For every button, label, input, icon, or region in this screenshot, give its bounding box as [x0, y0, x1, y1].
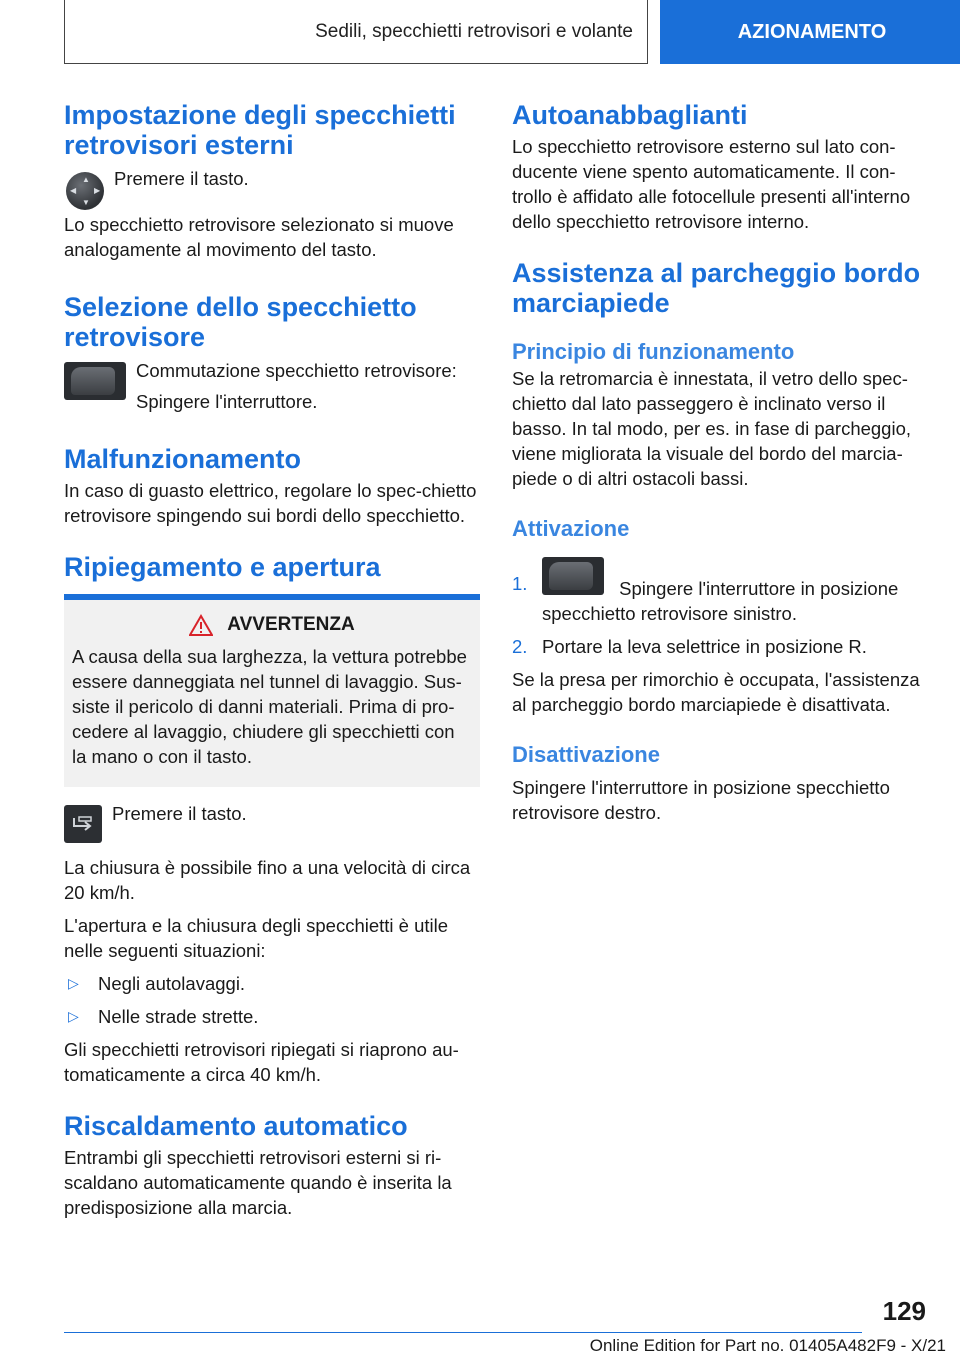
bullet-triangle-icon: ▷: [68, 1008, 79, 1024]
heading-mirror-select: Selezione dello specchietto retrovisore: [64, 292, 417, 352]
deactivation-text: Spingere l'interruttore in posizione specchietto retrovisore destro.: [512, 777, 890, 823]
fold-situations-list: [64, 971, 480, 1029]
subheading-activation: Attivazione: [512, 516, 630, 541]
fold-usage-text: L'apertura e la chiusura degli specchietti è utile nelle seguenti situazioni:: [64, 915, 449, 961]
step-number: 1.: [512, 573, 528, 594]
header-section-title: [64, 0, 648, 64]
warning-text: A causa della sua larghezza, la vettura potrebbe essere danneggiata nel tunnel di lavaggio. Sus-siste il pericolo di danni materiali. Prima di pro-cedere al lavaggio, chiudere gli specchietti con la mano o con il tasto.: [72, 646, 467, 767]
mirror-joystick-button-icon: ▲ ▼ ◀ ▶: [64, 170, 104, 210]
principle-text: Se la retromarcia è innestata, il vetro dello spec-chietto dal lato passeggero è inclinato verso il basso. In tal modo, per es. in fase di parcheggio, viene migliorata la visuale del bordo del marcia-piede o di altri ostacoli bassi.: [512, 368, 912, 489]
mirror-selector-switch-icon: [64, 362, 126, 414]
list-item: ▷ Nelle strade strette.: [64, 1004, 480, 1029]
step-text: Portare la leva selettrice in posizione R.: [542, 636, 867, 657]
auto-dimming-text: Lo specchietto retrovisore esterno sul lato con-ducente viene spento automaticamente. Il con-trollo è affidato alle fotocellule presenti all'interno dello specchietto retrovisore interno.: [512, 136, 911, 232]
activation-steps: [512, 557, 928, 659]
mirror-adjust-description: Lo specchietto retrovisore selezionato si muove analogamente al movimento del tasto.: [64, 214, 454, 260]
fold-auto-reopen-text: Gli specchietti retrovisori ripiegati si riaprono au-tomaticamente a circa 40 km/h.: [64, 1039, 459, 1085]
warning-triangle-icon: [189, 614, 213, 636]
heading-malfunction: Malfunzionamento: [64, 444, 301, 474]
list-item: [512, 557, 928, 626]
fold-step: [64, 805, 480, 843]
left-column: [64, 100, 480, 1220]
header-chapter-tab: [660, 0, 960, 64]
auto-heating-text: Entrambi gli specchietti retrovisori esterni si ri-scaldano automaticamente quando è inserita la predisposizione alla marcia.: [64, 1147, 452, 1218]
list-item: ▷ Negli autolavaggi.: [64, 971, 480, 996]
header-chapter-label: AZIONAMENTO: [737, 20, 887, 43]
step-text: Spingere l'interruttore in posizione specchietto retrovisore sinistro.: [542, 578, 899, 624]
warning-box: [64, 600, 480, 787]
activation-note-text: Se la presa per rimorchio è occupata, l'assistenza al parcheggio bordo marciapiede è disattivata.: [512, 669, 920, 715]
mirror-fold-button-icon: [64, 805, 102, 843]
footer-rule: [64, 1332, 862, 1333]
subheading-principle: Principio di funzionamento: [512, 339, 795, 364]
footer-edition: Online Edition for Part no. 01405A482F9 - X/21: [589, 1336, 946, 1355]
right-column: [512, 100, 928, 825]
mirror-select-step: [64, 362, 480, 414]
heading-auto-heating: Riscaldamento automatico: [64, 1111, 408, 1141]
step-number: 2.: [512, 636, 528, 657]
fold-speed-text: La chiusura è possibile fino a una velocità di circa 20 km/h.: [64, 857, 471, 903]
mirror-select-line2: Spingere l'interruttore.: [136, 391, 318, 412]
warning-header: [72, 614, 472, 636]
page-number: 129: [882, 1296, 926, 1326]
heading-mirror-adjust: Impostazione degli specchietti retrovisori esterni: [64, 100, 456, 160]
mirror-adjust-instruction: Premere il tasto.: [114, 168, 249, 189]
mirror-selector-switch-icon: [542, 557, 604, 601]
header-section-label: Sedili, specchietti retrovisori e volante: [315, 20, 633, 42]
heading-fold: Ripiegamento e apertura: [64, 552, 381, 582]
bullet-triangle-icon: ▷: [68, 975, 79, 991]
mirror-select-line1: Commutazione specchietto retrovisore:: [136, 360, 457, 381]
heading-auto-dimming: Autoanabbaglianti: [512, 100, 748, 130]
mirror-adjust-step: [64, 170, 480, 210]
fold-instruction: Premere il tasto.: [112, 803, 247, 824]
heading-curb-assist: Assistenza al parcheggio bordo marciapiede: [512, 258, 921, 318]
warning-title: AVVERTENZA: [227, 614, 355, 635]
malfunction-text: In caso di guasto elettrico, regolare lo spec-chietto retrovisore spingendo sui bordi dello specchietto.: [64, 480, 477, 526]
list-item: [512, 634, 928, 659]
subheading-deactivation: Disattivazione: [512, 742, 660, 767]
